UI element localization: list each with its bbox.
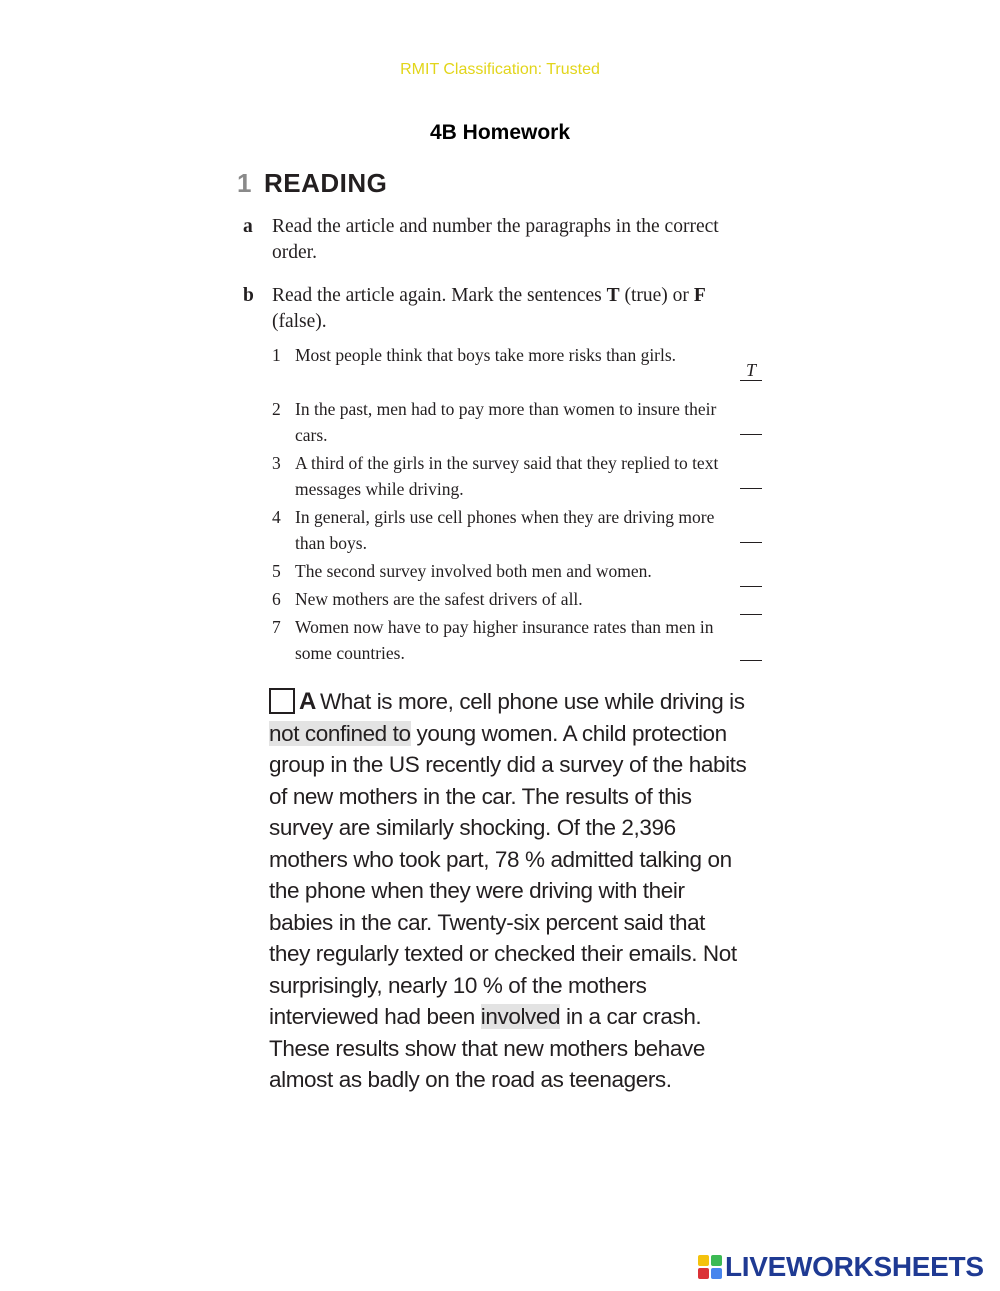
statement-text: Women now have to pay higher insurance rates than men in some countries. <box>295 617 714 663</box>
answer-blank[interactable] <box>740 640 762 661</box>
section-number: 1 <box>237 168 252 198</box>
logo-text: LIVEWORKSHEETS <box>725 1251 984 1282</box>
paragraph-a <box>269 686 749 1096</box>
task-b-letter: b <box>243 285 254 306</box>
statement-number: 2 <box>272 399 281 419</box>
paragraph-text: What is more, cell phone use while driving is not confined to young women. A child protection group in the US recently did a survey of the habits of new mothers in the car. The results of this survey are similarly shocking. Of the 2,396 mothers who took part, 78 % admitted talking on the phone when they were driving with their babies in the car. Twenty-six percent said that they regularly texted or checked their emails. Not surprisingly, nearly 10 % of the mothers interviewed had been involved in a car crash. These results show that new mothers behave almost as badly on the road as teenagers. <box>269 689 747 1092</box>
task-b-instruction: Read the article again. Mark the sentences T (true) or F (false). <box>272 285 706 332</box>
statement-number: 4 <box>272 507 281 527</box>
statement-text: In general, girls use cell phones when they are driving more than boys. <box>295 507 715 553</box>
answer-blank[interactable]: T <box>740 360 762 381</box>
logo-blocks-icon <box>698 1255 722 1279</box>
liveworksheets-logo <box>698 1252 984 1282</box>
paragraph-label: A <box>299 688 316 715</box>
statement-text: New mothers are the safest drivers of all. <box>295 589 583 609</box>
statement-number: 6 <box>272 589 281 609</box>
answer-blank[interactable] <box>740 594 762 615</box>
classification-label: RMIT Classification: Trusted <box>400 61 600 78</box>
statement-number: 3 <box>272 453 281 473</box>
answer-blank[interactable] <box>740 468 762 489</box>
page-title: 4B Homework <box>429 121 571 144</box>
statement-text: Most people think that boys take more risks than girls. <box>295 345 677 365</box>
section-heading <box>237 168 387 199</box>
task-a-instruction: Read the article and number the paragraphs in the correct order. <box>272 216 719 263</box>
task-a-letter: a <box>243 216 253 237</box>
paragraph-order-box[interactable] <box>269 688 295 714</box>
section-title: READING <box>263 168 388 198</box>
highlighted-word: involved <box>480 1004 561 1029</box>
statement-text: In the past, men had to pay more than women to insure their cars. <box>295 399 717 445</box>
statement-number: 7 <box>272 617 281 637</box>
statement-text: The second survey involved both men and women. <box>295 561 652 581</box>
statement-number: 5 <box>272 561 281 581</box>
highlighted-phrase: not confined to <box>269 720 411 746</box>
statement-text: A third of the girls in the survey said that they replied to text messages while driving. <box>295 453 719 499</box>
answer-blank[interactable] <box>740 414 762 435</box>
answer-blank[interactable] <box>740 522 762 543</box>
answer-blank[interactable] <box>740 566 762 587</box>
statement-number: 1 <box>272 345 281 365</box>
